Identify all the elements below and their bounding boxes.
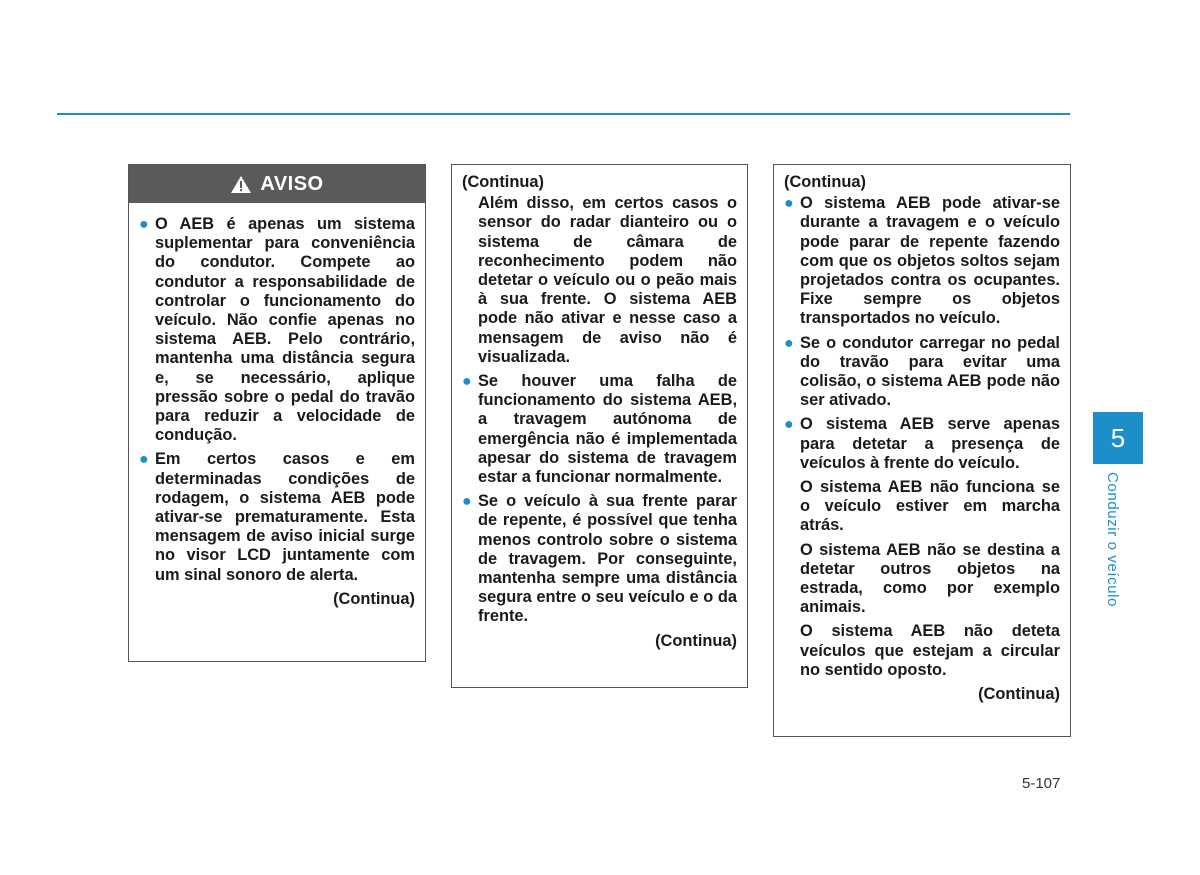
- warning-icon: [230, 175, 252, 194]
- bullet-icon: ●: [784, 416, 794, 434]
- paragraph: O sistema AEB não funciona se o veículo estiver em marcha atrás.: [800, 478, 1060, 535]
- paragraph: O sistema AEB não deteta veículos que estejam a circular no sentido oposto.: [800, 622, 1060, 679]
- list-item: [139, 450, 415, 584]
- bullet-icon: ●: [462, 373, 472, 391]
- bullet-icon: ●: [139, 216, 149, 233]
- warning-header: [129, 165, 425, 203]
- chapter-number-tab: 5: [1093, 412, 1143, 464]
- top-rule: [57, 113, 1070, 115]
- list-item: [784, 415, 1060, 473]
- list-item: [139, 215, 415, 445]
- item-text: Se o condutor carregar no pedal do travão para evitar uma colisão, o sistema AEB pode não ser ativado.: [800, 333, 1060, 410]
- paragraph: Além disso, em certos casos o sensor do radar dianteiro ou o sistema de câmara de reconhecimento podem não detetar o veículo ou o peão mais à sua frente. O sistema AEB pode não ativar e nesse caso a mensagem de aviso não é visualizada.: [478, 194, 737, 366]
- continues-label: (Continua): [978, 685, 1060, 704]
- page-number: 5-107: [1022, 775, 1061, 792]
- bullet-icon: ●: [462, 493, 472, 511]
- box3-content: [774, 165, 1070, 704]
- chapter-title: Conduzir o veículo: [1104, 472, 1121, 608]
- warning-content: [129, 203, 425, 609]
- item-text: O AEB é apenas um sistema suplementar para conveniência do condutor. Compete ao condutor a responsabilidade de controlar o funcionamento do veículo. Não confie apenas no sistema AEB. Pelo contrário, mantenha uma distância segura e, se necessário, aplique pressão sobre o pedal do travão para reduzir a velocidade de condução.: [155, 215, 415, 445]
- item-text: Em certos casos e em determinadas condições de rodagem, o sistema AEB pode ativar-se prematuramente. Esta mensagem de aviso inicial surge no visor LCD juntamente com um sinal sonoro de alerta.: [155, 450, 415, 584]
- warning-box: [128, 164, 426, 662]
- list-item: [462, 492, 737, 626]
- item-text: O sistema AEB serve apenas para detetar a presença de veículos à frente do veículo.: [800, 415, 1060, 472]
- bullet-icon: ●: [784, 334, 794, 352]
- continues-label: (Continua): [655, 631, 737, 650]
- continues-label: (Continua): [333, 589, 415, 608]
- list-item: [462, 372, 737, 487]
- list-item: [784, 194, 1060, 328]
- bullet-icon: ●: [139, 451, 149, 469]
- paragraph: O sistema AEB não se destina a detetar outros objetos na estrada, como por exemplo animais.: [800, 540, 1060, 617]
- warning-title: AVISO: [260, 172, 324, 195]
- item-text: Se o veículo à sua frente parar de repente, é possível que tenha menos controlo sobre o sistema de travagem. Por conseguinte, mantenha sempre uma distância segura entre o seu veículo e o da frente.: [478, 492, 737, 626]
- list-item: [784, 334, 1060, 411]
- box2-content: [452, 165, 747, 651]
- continued-box-3: [773, 164, 1071, 737]
- item-text: Se houver uma falha de funcionamento do sistema AEB, a travagem autónoma de emergência não é implementada apesar do sistema de travagem estar a funcionar normalmente.: [478, 372, 737, 487]
- bullet-icon: ●: [784, 195, 794, 213]
- continued-label: (Continua): [784, 173, 866, 191]
- continued-box-2: [451, 164, 748, 688]
- continued-label: (Continua): [462, 173, 544, 191]
- item-text: O sistema AEB pode ativar-se durante a travagem e o veículo pode parar de repente fazendo com que os objetos soltos sejam projetados contra os ocupantes. Fixe sempre os objetos transportados no veículo.: [800, 194, 1060, 328]
